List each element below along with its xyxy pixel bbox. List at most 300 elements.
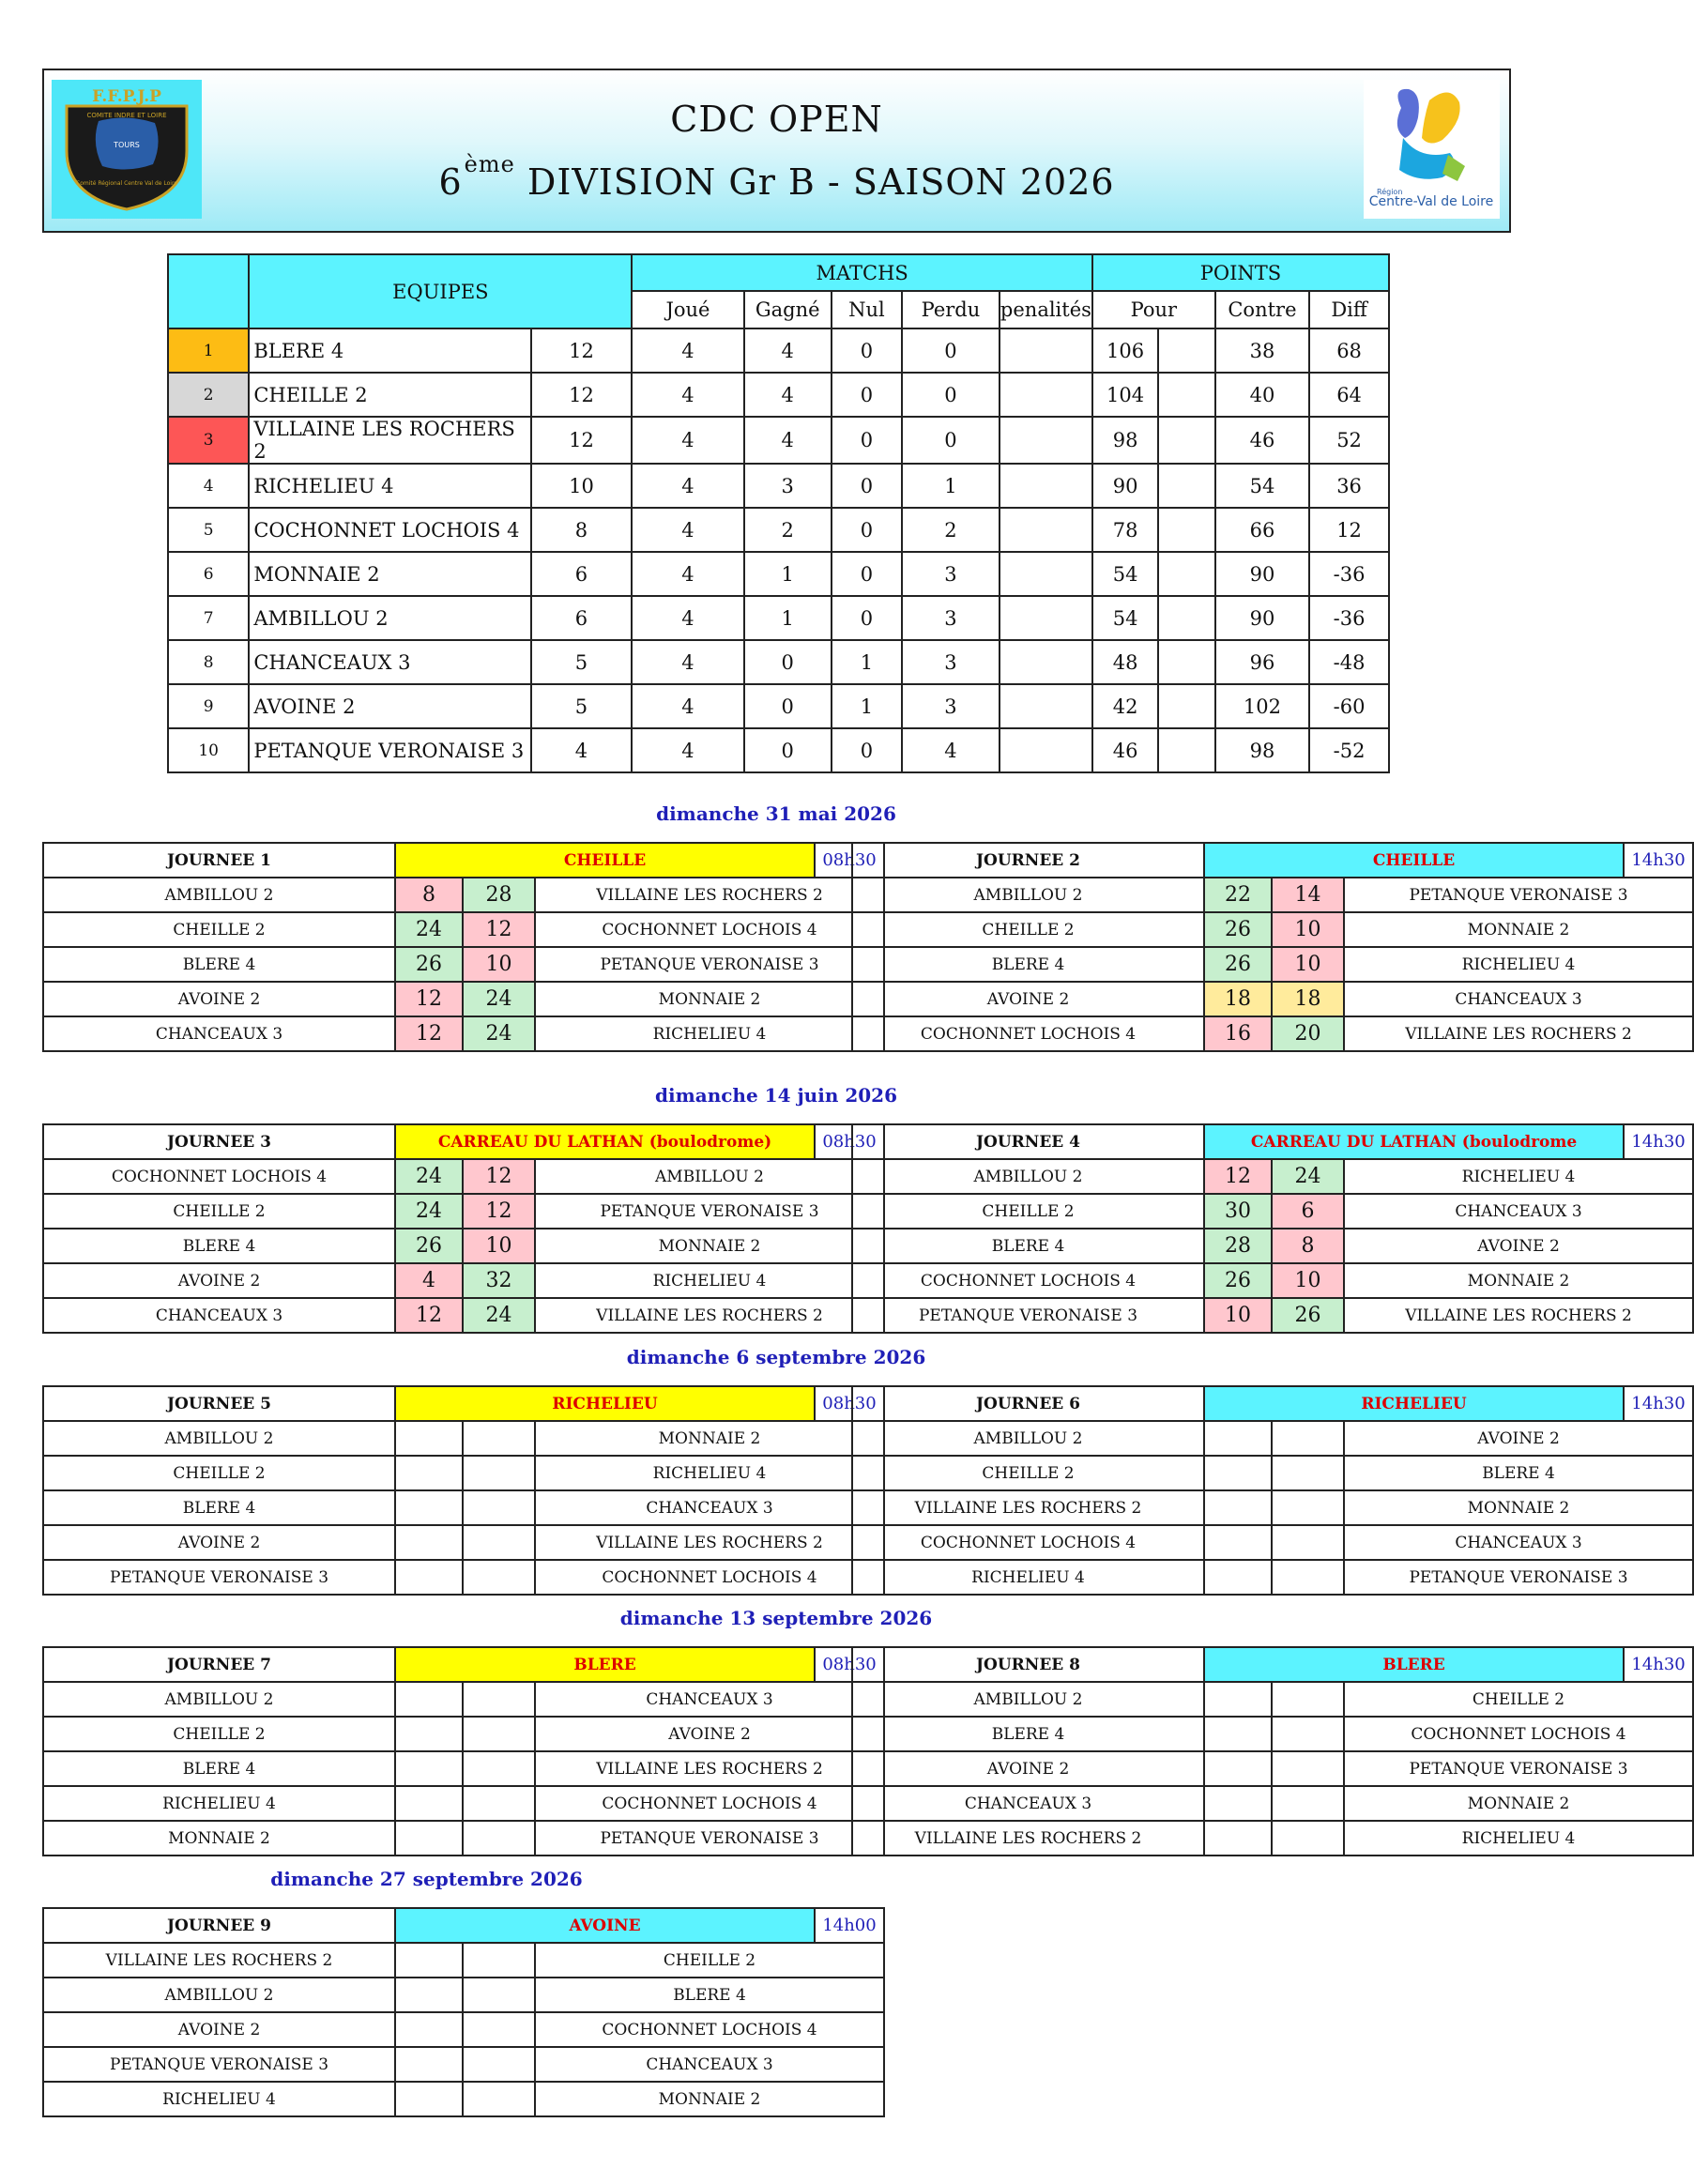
pour-spacer-cell — [1158, 373, 1215, 417]
journee-venue: BLERE — [1204, 1647, 1624, 1682]
match-row — [852, 1456, 1693, 1490]
journee-title: JOURNEE 8 — [852, 1647, 1204, 1682]
perdu-cell: 3 — [902, 640, 1000, 684]
away-team-cell: CHEILLE 2 — [535, 1943, 884, 1978]
standings-row — [168, 328, 1389, 373]
home-score-cell: 12 — [395, 1298, 463, 1333]
away-score-cell — [1272, 1560, 1344, 1595]
diff-cell: 68 — [1309, 328, 1389, 373]
match-row — [852, 1421, 1693, 1456]
home-score-cell — [395, 2082, 463, 2116]
matchday-table — [42, 842, 885, 1052]
col-penalites: penalités — [1000, 291, 1092, 328]
perdu-cell: 3 — [902, 596, 1000, 640]
rank-cell: 7 — [168, 596, 249, 640]
away-score-cell — [1272, 1421, 1344, 1456]
rank-cell: 8 — [168, 640, 249, 684]
pour-cell: 48 — [1092, 640, 1158, 684]
diff-cell: -36 — [1309, 596, 1389, 640]
perdu-cell: 3 — [902, 684, 1000, 728]
rank-header — [168, 254, 249, 328]
joue-cell: 4 — [632, 728, 743, 772]
diff-cell: -52 — [1309, 728, 1389, 772]
joue-cell: 4 — [632, 640, 743, 684]
standings-row — [168, 640, 1389, 684]
away-score-cell — [1272, 1821, 1344, 1856]
home-score-cell — [395, 1717, 463, 1751]
journee-venue: CARREAU DU LATHAN (boulodrome — [1204, 1124, 1624, 1159]
logo-center-text: TOURS — [114, 141, 140, 149]
away-score-cell: 12 — [463, 1194, 535, 1229]
home-score-cell: 12 — [1204, 1159, 1272, 1194]
pour-spacer-cell — [1158, 728, 1215, 772]
away-team-cell: MONNAIE 2 — [1344, 1786, 1693, 1821]
match-row — [852, 1525, 1693, 1560]
away-score-cell — [463, 1821, 535, 1856]
away-score-cell: 12 — [463, 1159, 535, 1194]
team-cell: BLERE 4 — [249, 328, 530, 373]
gagne-cell: 4 — [744, 417, 832, 464]
region-logo-icon — [1364, 80, 1500, 219]
contre-cell: 46 — [1215, 417, 1309, 464]
home-team-cell: AVOINE 2 — [43, 2012, 395, 2047]
nul-cell: 0 — [832, 464, 902, 508]
match-row — [852, 1786, 1693, 1821]
home-team-cell: BLERE 4 — [852, 1229, 1204, 1263]
away-team-cell: PETANQUE VERONAISE 3 — [1344, 878, 1693, 912]
match-row — [43, 1159, 884, 1194]
match-row — [43, 1525, 884, 1560]
matchday-table — [851, 1385, 1694, 1596]
home-team-cell: CHANCEAUX 3 — [852, 1786, 1204, 1821]
match-row — [43, 1194, 884, 1229]
pen-cell — [1000, 373, 1092, 417]
journee-title: JOURNEE 7 — [43, 1647, 395, 1682]
away-score-cell: 28 — [463, 878, 535, 912]
home-team-cell: AMBILLOU 2 — [43, 1978, 395, 2012]
match-row — [43, 1298, 884, 1333]
match-row — [852, 1298, 1693, 1333]
away-score-cell: 6 — [1272, 1194, 1344, 1229]
match-row — [852, 1229, 1693, 1263]
match-row — [43, 2047, 884, 2082]
away-team-cell: COCHONNET LOCHOIS 4 — [535, 1786, 884, 1821]
home-team-cell: BLERE 4 — [43, 947, 395, 982]
gagne-cell: 4 — [744, 328, 832, 373]
pour-cell: 42 — [1092, 684, 1158, 728]
standings-table — [167, 253, 1390, 773]
away-score-cell — [1272, 1786, 1344, 1821]
journee-time: 14h30 — [1624, 1647, 1693, 1682]
title-division-rest: DIVISION Gr B - SAISON 2026 — [514, 161, 1115, 203]
match-row — [43, 982, 884, 1016]
standings-row — [168, 728, 1389, 772]
col-gagne: Gagné — [744, 291, 832, 328]
home-score-cell — [395, 1751, 463, 1786]
away-team-cell: VILLAINE LES ROCHERS 2 — [535, 878, 884, 912]
away-team-cell: MONNAIE 2 — [535, 1421, 884, 1456]
journee-title: JOURNEE 5 — [43, 1386, 395, 1421]
away-score-cell: 20 — [1272, 1016, 1344, 1051]
gagne-cell: 1 — [744, 552, 832, 596]
day-label: dimanche 31 mai 2026 — [656, 802, 896, 825]
pts-cell: 12 — [531, 373, 633, 417]
journee-time: 08h30 — [815, 1647, 884, 1682]
home-score-cell: 28 — [1204, 1229, 1272, 1263]
nul-cell: 0 — [832, 508, 902, 552]
away-team-cell: CHANCEAUX 3 — [1344, 1525, 1693, 1560]
away-team-cell: CHANCEAUX 3 — [535, 2047, 884, 2082]
pour-cell: 46 — [1092, 728, 1158, 772]
away-score-cell: 24 — [463, 1016, 535, 1051]
home-team-cell: BLERE 4 — [43, 1229, 395, 1263]
match-row — [852, 1194, 1693, 1229]
home-score-cell: 26 — [395, 947, 463, 982]
pts-cell: 8 — [531, 508, 633, 552]
home-score-cell — [395, 1560, 463, 1595]
home-team-cell: BLERE 4 — [852, 947, 1204, 982]
away-score-cell: 18 — [1272, 982, 1344, 1016]
title-division-number: 6 — [438, 161, 463, 203]
home-team-cell: CHEILLE 2 — [43, 1456, 395, 1490]
away-score-cell — [463, 1490, 535, 1525]
away-score-cell: 24 — [463, 1298, 535, 1333]
home-score-cell — [395, 1978, 463, 2012]
matchday-table — [851, 1123, 1694, 1334]
journee-venue: CARREAU DU LATHAN (boulodrome) — [395, 1124, 815, 1159]
home-team-cell: MONNAIE 2 — [43, 1821, 395, 1856]
matchday-table — [851, 1646, 1694, 1856]
gagne-cell: 4 — [744, 373, 832, 417]
home-team-cell: BLERE 4 — [852, 1717, 1204, 1751]
journee-venue: CHEILLE — [395, 843, 815, 878]
title-division — [44, 151, 1509, 203]
home-score-cell — [395, 1525, 463, 1560]
nul-cell: 0 — [832, 328, 902, 373]
matchs-header: MATCHS — [632, 254, 1092, 291]
away-score-cell — [463, 2012, 535, 2047]
match-row — [43, 2082, 884, 2116]
match-row — [43, 1943, 884, 1978]
home-team-cell: AMBILLOU 2 — [43, 1682, 395, 1717]
standings-row — [168, 552, 1389, 596]
pour-spacer-cell — [1158, 552, 1215, 596]
matchday-table — [42, 1907, 885, 2117]
team-cell: AVOINE 2 — [249, 684, 530, 728]
home-team-cell: AMBILLOU 2 — [43, 878, 395, 912]
journee-time: 14h30 — [1624, 1386, 1693, 1421]
away-team-cell: CHANCEAUX 3 — [1344, 982, 1693, 1016]
joue-cell: 4 — [632, 684, 743, 728]
away-score-cell — [1272, 1751, 1344, 1786]
rank-cell: 5 — [168, 508, 249, 552]
nul-cell: 0 — [832, 596, 902, 640]
contre-cell: 102 — [1215, 684, 1309, 728]
home-score-cell — [395, 1786, 463, 1821]
home-score-cell: 12 — [395, 1016, 463, 1051]
home-team-cell: VILLAINE LES ROCHERS 2 — [43, 1943, 395, 1978]
away-team-cell: PETANQUE VERONAISE 3 — [535, 1194, 884, 1229]
standings-row — [168, 508, 1389, 552]
col-joue: Joué — [632, 291, 743, 328]
home-score-cell — [395, 1943, 463, 1978]
joue-cell: 4 — [632, 417, 743, 464]
title-cdc-open: CDC OPEN — [670, 99, 883, 140]
match-row — [852, 878, 1693, 912]
journee-venue: RICHELIEU — [1204, 1386, 1624, 1421]
home-team-cell: AVOINE 2 — [43, 1525, 395, 1560]
match-row — [852, 982, 1693, 1016]
away-score-cell: 10 — [1272, 947, 1344, 982]
home-score-cell: 24 — [395, 1159, 463, 1194]
home-score-cell: 24 — [395, 1194, 463, 1229]
pen-cell — [1000, 328, 1092, 373]
page-header — [42, 69, 1511, 233]
contre-cell: 40 — [1215, 373, 1309, 417]
away-score-cell — [463, 1943, 535, 1978]
team-cell: VILLAINE LES ROCHERS 2 — [249, 417, 530, 464]
perdu-cell: 0 — [902, 328, 1000, 373]
journee-venue: AVOINE — [395, 1908, 815, 1943]
home-score-cell: 26 — [1204, 1263, 1272, 1298]
col-contre: Contre — [1215, 291, 1309, 328]
gagne-cell: 2 — [744, 508, 832, 552]
home-team-cell: AMBILLOU 2 — [852, 1682, 1204, 1717]
gagne-cell: 0 — [744, 640, 832, 684]
diff-cell: 36 — [1309, 464, 1389, 508]
journee-venue: BLERE — [395, 1647, 815, 1682]
nul-cell: 0 — [832, 728, 902, 772]
pour-cell: 106 — [1092, 328, 1158, 373]
pour-cell: 98 — [1092, 417, 1158, 464]
away-score-cell — [463, 1560, 535, 1595]
away-team-cell: BLERE 4 — [1344, 1456, 1693, 1490]
pour-spacer-cell — [1158, 508, 1215, 552]
home-team-cell: AVOINE 2 — [43, 982, 395, 1016]
diff-cell: -48 — [1309, 640, 1389, 684]
away-team-cell: COCHONNET LOCHOIS 4 — [1344, 1717, 1693, 1751]
home-score-cell: 24 — [395, 912, 463, 947]
rank-cell: 10 — [168, 728, 249, 772]
away-score-cell — [463, 1786, 535, 1821]
match-row — [43, 1016, 884, 1051]
pen-cell — [1000, 464, 1092, 508]
pts-cell: 6 — [531, 596, 633, 640]
rank-cell: 6 — [168, 552, 249, 596]
day-label: dimanche 6 septembre 2026 — [626, 1346, 926, 1368]
away-team-cell: COCHONNET LOCHOIS 4 — [535, 2012, 884, 2047]
away-team-cell: CHANCEAUX 3 — [535, 1490, 884, 1525]
away-score-cell — [463, 1717, 535, 1751]
home-team-cell: CHANCEAUX 3 — [43, 1298, 395, 1333]
team-cell: CHANCEAUX 3 — [249, 640, 530, 684]
match-row — [43, 2012, 884, 2047]
match-row — [852, 1821, 1693, 1856]
rank-cell: 1 — [168, 328, 249, 373]
away-team-cell: CHEILLE 2 — [1344, 1682, 1693, 1717]
away-score-cell: 10 — [463, 1229, 535, 1263]
day-label: dimanche 14 juin 2026 — [655, 1084, 897, 1107]
diff-cell: -36 — [1309, 552, 1389, 596]
home-team-cell: COCHONNET LOCHOIS 4 — [852, 1525, 1204, 1560]
pour-spacer-cell — [1158, 417, 1215, 464]
journee-time: 08h30 — [815, 1124, 884, 1159]
away-score-cell — [463, 2082, 535, 2116]
pen-cell — [1000, 508, 1092, 552]
home-score-cell: 26 — [395, 1229, 463, 1263]
region-logo-small: Région — [1377, 188, 1403, 196]
home-team-cell: PETANQUE VERONAISE 3 — [43, 2047, 395, 2082]
joue-cell: 4 — [632, 328, 743, 373]
rank-cell: 9 — [168, 684, 249, 728]
away-score-cell: 10 — [1272, 912, 1344, 947]
away-score-cell: 32 — [463, 1263, 535, 1298]
matchday-header-row — [43, 843, 884, 878]
away-score-cell — [1272, 1490, 1344, 1525]
team-cell: CHEILLE 2 — [249, 373, 530, 417]
home-score-cell — [395, 2047, 463, 2082]
away-team-cell: AVOINE 2 — [535, 1717, 884, 1751]
gagne-cell: 0 — [744, 728, 832, 772]
home-score-cell — [1204, 1421, 1272, 1456]
home-score-cell — [1204, 1717, 1272, 1751]
matchday-header-row — [43, 1386, 884, 1421]
match-row — [43, 1717, 884, 1751]
rank-cell: 3 — [168, 417, 249, 464]
pour-cell: 54 — [1092, 552, 1158, 596]
pour-cell: 54 — [1092, 596, 1158, 640]
away-team-cell: PETANQUE VERONAISE 3 — [535, 1821, 884, 1856]
pts-cell: 5 — [531, 640, 633, 684]
match-row — [43, 1263, 884, 1298]
match-row — [852, 1751, 1693, 1786]
contre-cell: 38 — [1215, 328, 1309, 373]
perdu-cell: 3 — [902, 552, 1000, 596]
home-score-cell: 18 — [1204, 982, 1272, 1016]
matchday-header-row — [43, 1124, 884, 1159]
gagne-cell: 3 — [744, 464, 832, 508]
home-team-cell: AVOINE 2 — [43, 1263, 395, 1298]
away-team-cell: PETANQUE VERONAISE 3 — [1344, 1751, 1693, 1786]
home-team-cell: PETANQUE VERONAISE 3 — [43, 1560, 395, 1595]
away-team-cell: MONNAIE 2 — [1344, 1490, 1693, 1525]
journee-time: 14h30 — [1624, 843, 1693, 878]
home-score-cell: 30 — [1204, 1194, 1272, 1229]
away-score-cell: 12 — [463, 912, 535, 947]
pour-spacer-cell — [1158, 596, 1215, 640]
home-score-cell — [1204, 1786, 1272, 1821]
match-row — [43, 947, 884, 982]
away-score-cell — [463, 1525, 535, 1560]
nul-cell: 0 — [832, 552, 902, 596]
home-team-cell: AVOINE 2 — [852, 982, 1204, 1016]
away-team-cell: RICHELIEU 4 — [535, 1456, 884, 1490]
diff-cell: 12 — [1309, 508, 1389, 552]
away-team-cell: RICHELIEU 4 — [1344, 1821, 1693, 1856]
joue-cell: 4 — [632, 596, 743, 640]
contre-cell: 96 — [1215, 640, 1309, 684]
team-cell: RICHELIEU 4 — [249, 464, 530, 508]
pour-spacer-cell — [1158, 464, 1215, 508]
home-team-cell: RICHELIEU 4 — [852, 1560, 1204, 1595]
pour-spacer-cell — [1158, 640, 1215, 684]
home-team-cell: COCHONNET LOCHOIS 4 — [43, 1159, 395, 1194]
home-team-cell: COCHONNET LOCHOIS 4 — [852, 1263, 1204, 1298]
home-team-cell: CHEILLE 2 — [852, 912, 1204, 947]
away-team-cell: RICHELIEU 4 — [535, 1016, 884, 1051]
match-row — [852, 1159, 1693, 1194]
match-row — [43, 1456, 884, 1490]
home-score-cell — [395, 1456, 463, 1490]
logo-letters: F.F.P.J.P — [92, 87, 161, 106]
away-score-cell — [463, 1751, 535, 1786]
journee-title: JOURNEE 4 — [852, 1124, 1204, 1159]
match-row — [43, 1821, 884, 1856]
away-team-cell: PETANQUE VERONAISE 3 — [535, 947, 884, 982]
col-perdu: Perdu — [902, 291, 1000, 328]
away-team-cell: MONNAIE 2 — [1344, 1263, 1693, 1298]
contre-cell: 90 — [1215, 552, 1309, 596]
home-score-cell: 10 — [1204, 1298, 1272, 1333]
perdu-cell: 0 — [902, 373, 1000, 417]
away-team-cell: MONNAIE 2 — [1344, 912, 1693, 947]
home-team-cell: RICHELIEU 4 — [43, 1786, 395, 1821]
perdu-cell: 2 — [902, 508, 1000, 552]
pour-spacer-cell — [1158, 684, 1215, 728]
home-score-cell — [395, 1821, 463, 1856]
match-row — [43, 1421, 884, 1456]
away-team-cell: COCHONNET LOCHOIS 4 — [535, 1560, 884, 1595]
matchday-table — [42, 1646, 885, 1856]
perdu-cell: 0 — [902, 417, 1000, 464]
pour-spacer-cell — [1158, 328, 1215, 373]
pour-cell: 104 — [1092, 373, 1158, 417]
day-label: dimanche 13 septembre 2026 — [619, 1607, 933, 1629]
away-score-cell — [1272, 1456, 1344, 1490]
pen-cell — [1000, 640, 1092, 684]
pts-cell: 10 — [531, 464, 633, 508]
contre-cell: 54 — [1215, 464, 1309, 508]
home-score-cell — [1204, 1490, 1272, 1525]
contre-cell: 66 — [1215, 508, 1309, 552]
match-row — [852, 1682, 1693, 1717]
joue-cell: 4 — [632, 464, 743, 508]
pen-cell — [1000, 684, 1092, 728]
away-team-cell: VILLAINE LES ROCHERS 2 — [1344, 1016, 1693, 1051]
away-team-cell: MONNAIE 2 — [535, 2082, 884, 2116]
matchday-header-row — [43, 1647, 884, 1682]
pts-cell: 12 — [531, 417, 633, 464]
match-row — [852, 1490, 1693, 1525]
journee-time: 08h30 — [815, 843, 884, 878]
match-row — [852, 947, 1693, 982]
perdu-cell: 1 — [902, 464, 1000, 508]
away-score-cell: 10 — [1272, 1263, 1344, 1298]
perdu-cell: 4 — [902, 728, 1000, 772]
rank-cell: 4 — [168, 464, 249, 508]
team-cell: COCHONNET LOCHOIS 4 — [249, 508, 530, 552]
points-header: POINTS — [1092, 254, 1389, 291]
away-score-cell — [1272, 1682, 1344, 1717]
home-team-cell: CHEILLE 2 — [43, 1194, 395, 1229]
matchday-table — [851, 842, 1694, 1052]
home-score-cell: 8 — [395, 878, 463, 912]
away-team-cell: MONNAIE 2 — [535, 1229, 884, 1263]
away-team-cell: VILLAINE LES ROCHERS 2 — [1344, 1298, 1693, 1333]
pen-cell — [1000, 728, 1092, 772]
nul-cell: 1 — [832, 684, 902, 728]
match-row — [43, 912, 884, 947]
